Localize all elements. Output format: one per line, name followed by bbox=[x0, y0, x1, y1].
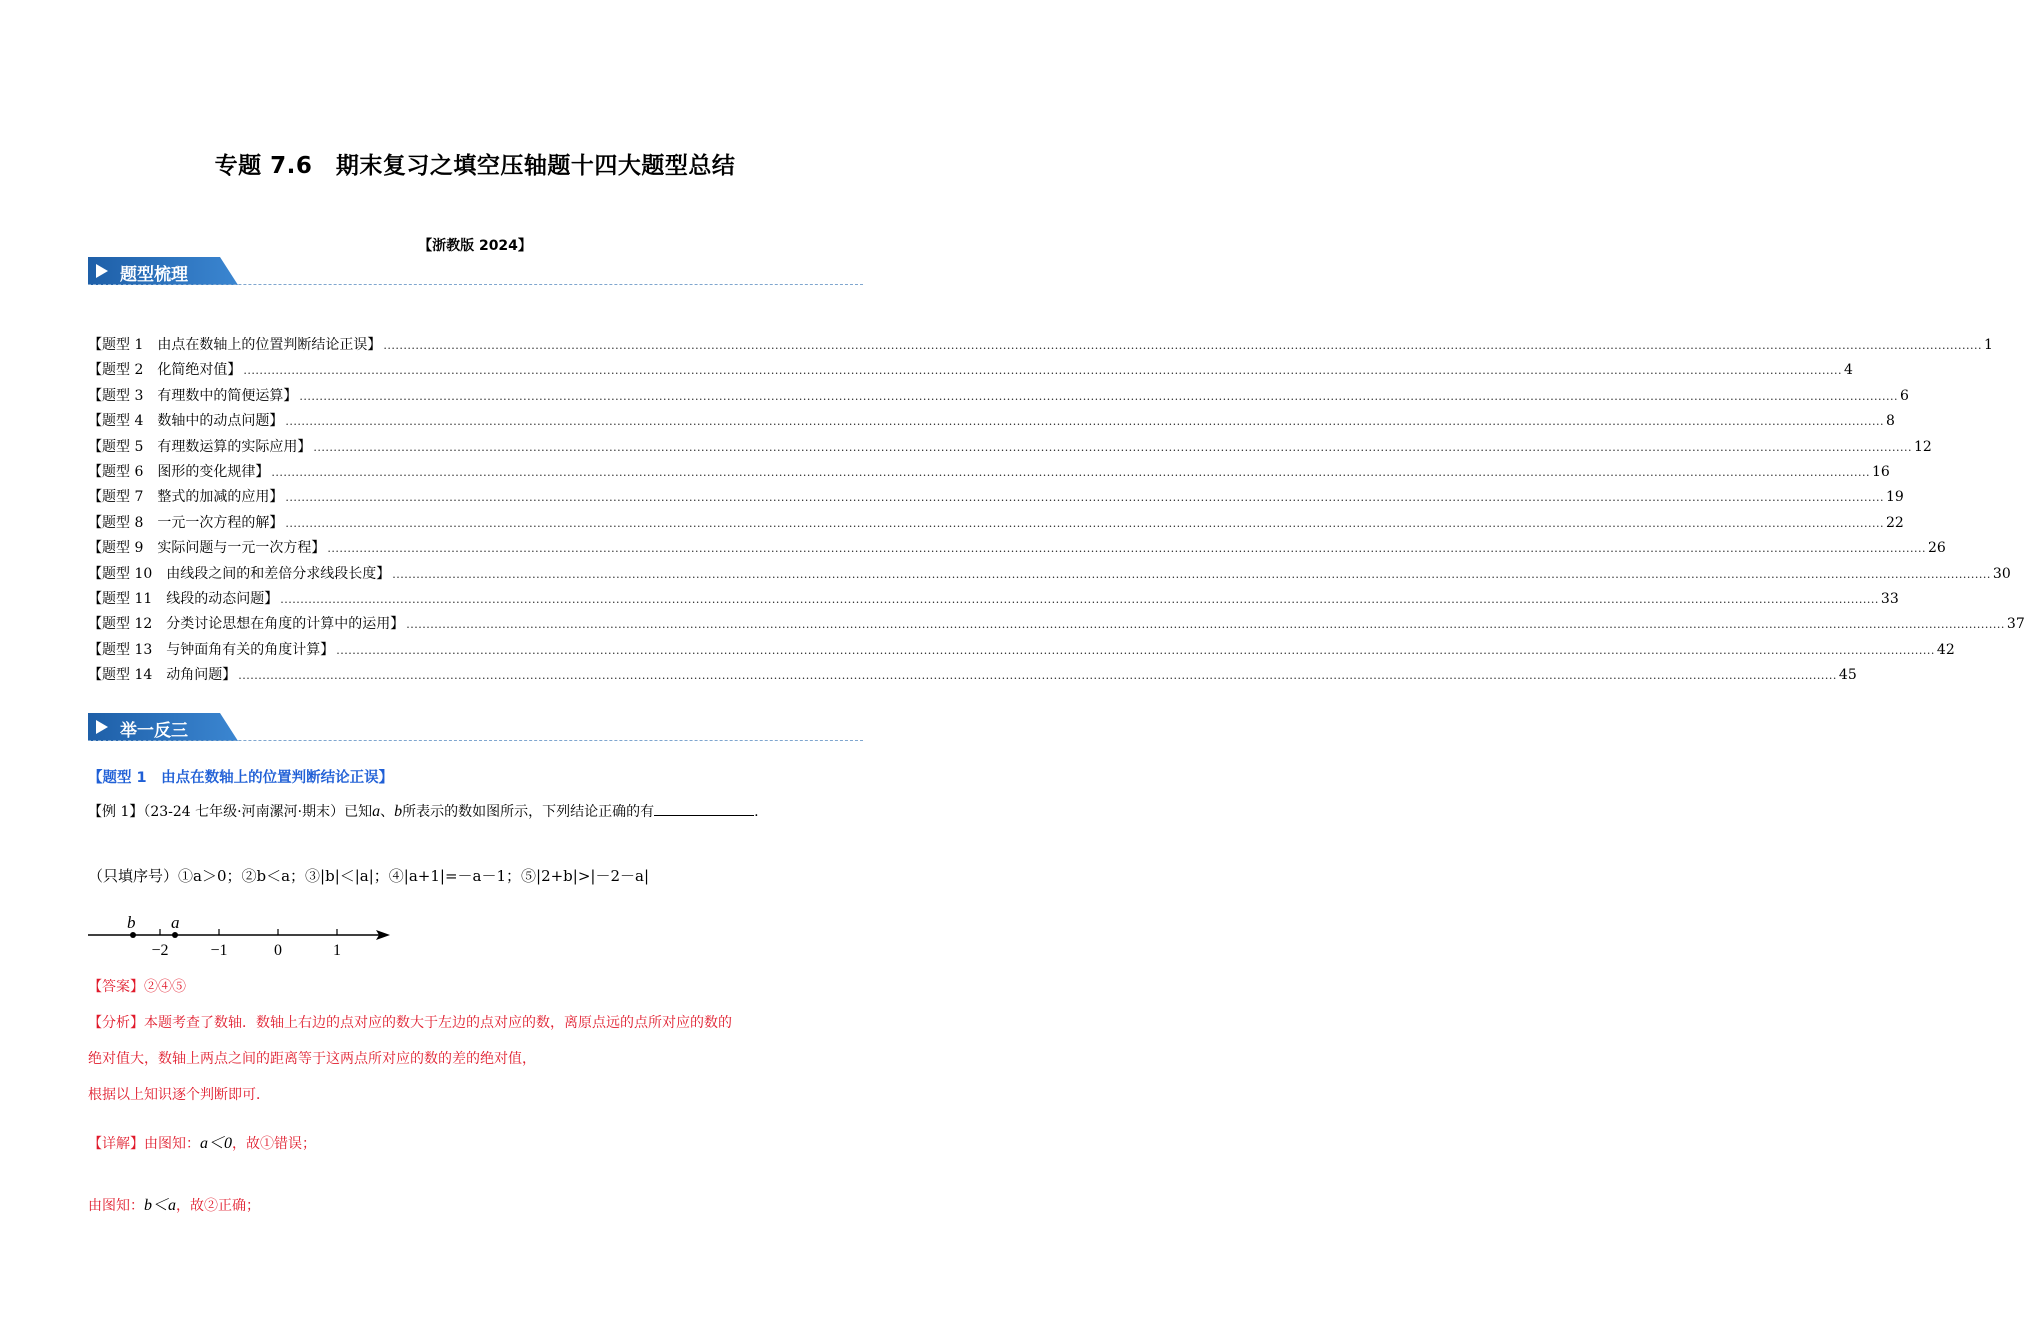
toc-entry[interactable] bbox=[88, 587, 1899, 612]
toc-entry-label: 【题型 4 数轴中的动点问题】 bbox=[88, 413, 284, 430]
tick-label: −2 bbox=[151, 942, 169, 959]
toc-entry[interactable] bbox=[88, 536, 1946, 561]
toc-entry-label: 【题型 8 一元一次方程的解】 bbox=[88, 514, 284, 531]
toc-entry-page: 6 bbox=[1900, 387, 1909, 404]
toc-entry[interactable] bbox=[88, 409, 1895, 434]
toc-leader-dots: ................................................................................................................................................................................................................................................................................................................................................................................................................ bbox=[383, 339, 1982, 352]
toc-entry-page: 4 bbox=[1844, 362, 1853, 379]
toc-entry[interactable] bbox=[88, 638, 1955, 663]
toc-entry-label: 【题型 5 有理数运算的实际应用】 bbox=[88, 438, 312, 455]
detail-line-2 bbox=[88, 1192, 260, 1215]
tick-label: 1 bbox=[333, 942, 341, 959]
section-divider bbox=[88, 740, 863, 741]
toc-entry-label: 【题型 9 实际问题与一元一次方程】 bbox=[88, 540, 326, 557]
point-b-dot bbox=[130, 932, 136, 938]
var-b: b bbox=[394, 803, 403, 820]
point-b-label: b bbox=[127, 913, 136, 932]
toc-entry-page: 26 bbox=[1928, 540, 1946, 557]
toc-entry[interactable] bbox=[88, 460, 1890, 485]
toc-entry-label: 【题型 3 有理数中的简便运算】 bbox=[88, 387, 298, 404]
example-sep: 、 bbox=[380, 804, 395, 820]
toc-entry-label: 【题型 2 化简绝对值】 bbox=[88, 362, 242, 379]
var-a: a bbox=[372, 803, 381, 820]
toc-leader-dots: ................................................................................................................................................................................................................................................................................................................................................................................................................ bbox=[299, 389, 1898, 403]
toc-leader-dots: ................................................................................................................................................................................................................................................................................................................................................................................................................ bbox=[392, 567, 1991, 581]
section-banner-examples bbox=[88, 713, 863, 741]
example-choices: （只填序号）①a＞0；②b＜a；③|b|＜|a|；④|a+1|=－a－1；⑤|2+b|>|－2－a| bbox=[88, 867, 649, 885]
detail-text: ，故①错误； bbox=[232, 1136, 317, 1152]
toc-leader-dots: ................................................................................................................................................................................................................................................................................................................................................................................................................ bbox=[238, 669, 1837, 683]
section-divider bbox=[88, 284, 863, 285]
toc-entry[interactable] bbox=[88, 485, 1904, 510]
toc-entry[interactable] bbox=[88, 663, 1857, 688]
question-type-heading: 【题型 1 由点在数轴上的位置判断结论正误】 bbox=[88, 770, 394, 786]
example-statement bbox=[88, 801, 868, 821]
toc-entry-page: 37 bbox=[2006, 616, 2025, 633]
toc-entry[interactable] bbox=[88, 562, 2011, 587]
answer-label: 【答案】 bbox=[88, 979, 144, 995]
toc-entry-page: 22 bbox=[1886, 514, 1904, 531]
toc-entry-label: 【题型 6 图形的变化规律】 bbox=[88, 463, 270, 480]
toc-entry-page: 8 bbox=[1886, 413, 1895, 430]
toc-entry[interactable] bbox=[88, 358, 1853, 383]
toc-leader-dots: ................................................................................................................................................................................................................................................................................................................................................................................................................ bbox=[327, 542, 1926, 556]
analysis-line-1 bbox=[88, 1012, 732, 1032]
section-banner-outline bbox=[88, 257, 863, 285]
toc-entry[interactable] bbox=[88, 333, 1993, 358]
toc-entry-page: 45 bbox=[1838, 667, 1857, 684]
toc-entry-label: 【题型 14 动角问题】 bbox=[88, 667, 237, 684]
detail-text: ，故②正确； bbox=[176, 1198, 261, 1214]
toc-leader-dots: ................................................................................................................................................................................................................................................................................................................................................................................................................ bbox=[406, 618, 2005, 632]
toc-leader-dots: ................................................................................................................................................................................................................................................................................................................................................................................................................ bbox=[243, 364, 1842, 378]
answer-value: ②④⑤ bbox=[144, 979, 186, 995]
analysis-text: 本题考查了数轴．数轴上右边的点对应的数大于左边的点对应的数，离原点远的点所对应的数的 bbox=[144, 1015, 732, 1031]
toc-entry[interactable] bbox=[88, 511, 1904, 536]
detail-label: 【详解】 bbox=[88, 1136, 144, 1152]
toc-leader-dots: ................................................................................................................................................................................................................................................................................................................................................................................................................ bbox=[285, 491, 1884, 505]
toc-entry-page: 16 bbox=[1872, 463, 1890, 480]
toc-entry[interactable] bbox=[88, 435, 1932, 460]
toc-leader-dots: ................................................................................................................................................................................................................................................................................................................................................................................................................ bbox=[313, 440, 1912, 454]
toc-leader-dots: ................................................................................................................................................................................................................................................................................................................................................................................................................ bbox=[336, 643, 1935, 657]
analysis-label: 【分析】 bbox=[88, 1015, 144, 1031]
section-title-overview: 题型梳理 bbox=[120, 265, 188, 285]
page-title: 专题 7.6 期末复习之填空压轴题十四大题型总结 bbox=[214, 153, 736, 179]
toc-entry-label: 【题型 7 整式的加减的应用】 bbox=[88, 489, 284, 506]
detail-text: 由图知： bbox=[144, 1136, 200, 1152]
toc-entry-label: 【题型 1 由点在数轴上的位置判断结论正误】 bbox=[88, 337, 382, 353]
toc-leader-dots: ................................................................................................................................................................................................................................................................................................................................................................................................................ bbox=[271, 465, 1870, 479]
analysis-line-3: 根据以上知识逐个判断即可． bbox=[88, 1087, 270, 1103]
toc-entry-page: 33 bbox=[1880, 590, 1899, 607]
table-of-contents bbox=[88, 333, 2025, 688]
point-a-label: a bbox=[171, 913, 180, 932]
edition-label: 【浙教版 2024】 bbox=[418, 238, 532, 254]
detail-math: a＜0 bbox=[200, 1135, 233, 1152]
toc-entry-page: 30 bbox=[1992, 565, 2011, 582]
section-title-examples: 举一反三 bbox=[120, 721, 188, 741]
toc-entry-label: 【题型 13 与钟面角有关的角度计算】 bbox=[88, 641, 335, 658]
toc-leader-dots: ................................................................................................................................................................................................................................................................................................................................................................................................................ bbox=[285, 516, 1884, 530]
detail-line-1 bbox=[88, 1130, 316, 1153]
toc-leader-dots: ................................................................................................................................................................................................................................................................................................................................................................................................................ bbox=[285, 415, 1884, 429]
detail-text: 由图知： bbox=[88, 1198, 144, 1214]
answer-blank bbox=[654, 801, 754, 816]
toc-entry-page: 1 bbox=[1984, 337, 1993, 353]
toc-entry-label: 【题型 12 分类讨论思想在角度的计算中的运用】 bbox=[88, 616, 405, 633]
toc-entry-label: 【题型 11 线段的动态问题】 bbox=[88, 590, 279, 607]
tick-label: 0 bbox=[274, 942, 282, 959]
example-end: . bbox=[754, 804, 759, 820]
toc-entry-page: 12 bbox=[1914, 438, 1932, 455]
point-a-dot bbox=[172, 932, 178, 938]
toc-leader-dots: ................................................................................................................................................................................................................................................................................................................................................................................................................ bbox=[280, 592, 1879, 606]
toc-entry-page: 19 bbox=[1886, 489, 1904, 506]
example-suffix: 所表示的数如图所示，下列结论正确的有 bbox=[402, 804, 655, 820]
tick-label: −1 bbox=[210, 942, 228, 959]
answer-line bbox=[88, 976, 186, 996]
example-prefix: 【例 1】（23-24 七年级·河南漯河·期末）已知 bbox=[88, 804, 373, 820]
toc-entry[interactable] bbox=[88, 384, 1909, 409]
toc-entry-label: 【题型 10 由线段之间的和差倍分求线段长度】 bbox=[88, 565, 391, 582]
analysis-line-2: 绝对值大，数轴上两点之间的距离等于这两点所对应的数的差的绝对值， bbox=[88, 1051, 536, 1067]
toc-entry[interactable] bbox=[88, 612, 2025, 637]
number-line-figure bbox=[86, 910, 396, 960]
toc-entry-page: 42 bbox=[1936, 641, 1955, 658]
detail-math: b＜a bbox=[144, 1197, 177, 1214]
